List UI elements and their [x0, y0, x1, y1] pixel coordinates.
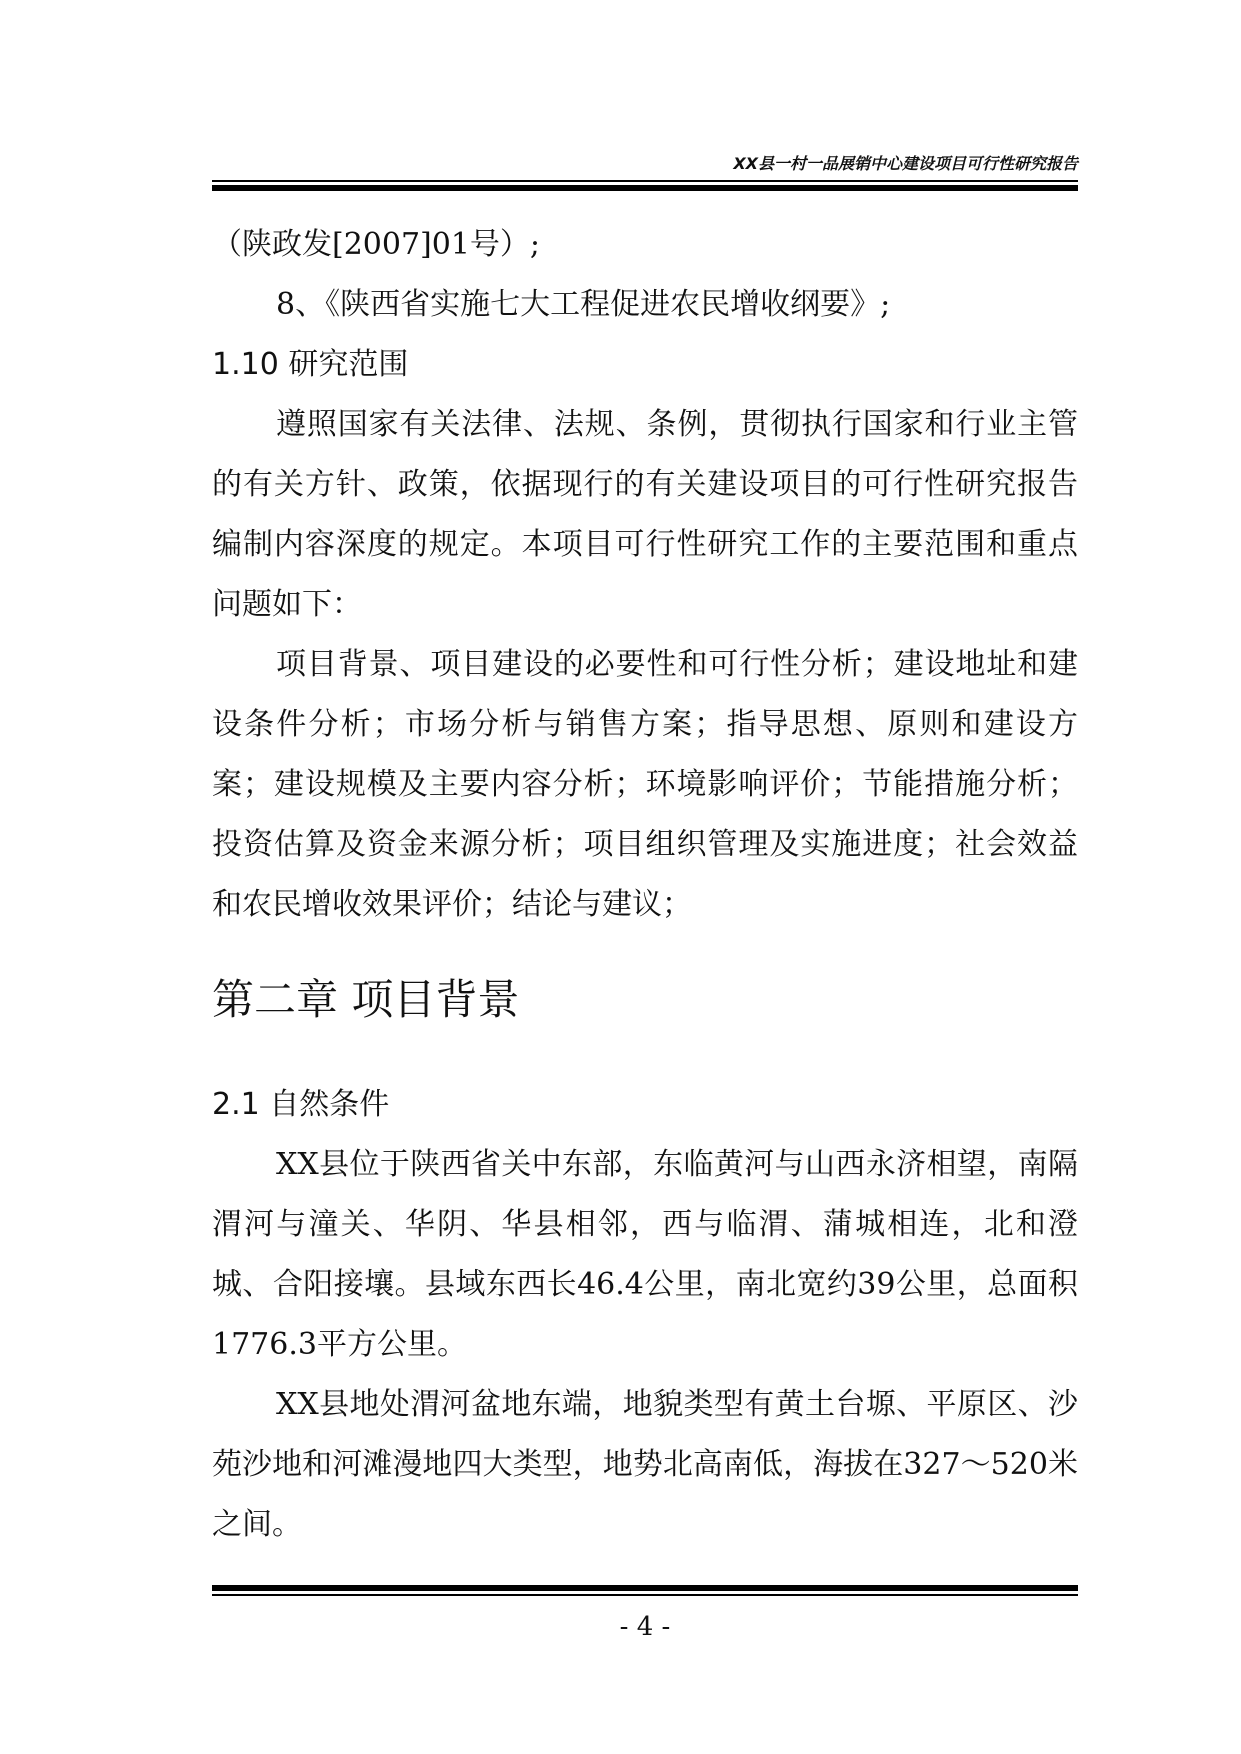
- chapter-title: 第二章 项目背景: [212, 975, 520, 1024]
- header-rule: [212, 180, 1078, 182]
- page-number: - 4 -: [619, 1612, 671, 1642]
- running-header: XX县一村一品展销中心建设项目可行性研究报告: [733, 154, 1078, 173]
- paragraph-list-item-8: 8、《陕西省实施七大工程促进农民增收纲要》;: [276, 287, 891, 322]
- header-rule-thick: [212, 185, 1078, 191]
- paragraph-location: XX县位于陕西省关中东部，东临黄河与山西永济相望，南隔渭河与潼关、华阴、华县相邻，西与临渭、蒲城相连，北和澄城、合阳接壤。县域东西长46.4公里，南北宽约39公里，总面积1776.3平方公里。: [212, 1147, 1078, 1362]
- paragraph-document-reference: （陕政发[2007]01号）;: [212, 227, 541, 262]
- paragraph-terrain: XX县地处渭河盆地东端，地貌类型有黄土台塬、平原区、沙苑沙地和河滩漫地四大类型，地势北高南低，海拔在327～520米之间。: [212, 1387, 1078, 1542]
- section-heading-1-10: 1.10 研究范围: [212, 347, 409, 382]
- paragraph-research-scope: 遵照国家有关法律、法规、条例，贯彻执行国家和行业主管的有关方针、政策，依据现行的有关建设项目的可行性研究报告编制内容深度的规定。本项目可行性研究工作的主要范围和重点问题如下：: [212, 407, 1078, 622]
- footer-rule: [212, 1594, 1078, 1596]
- section-heading-2-1: 2.1 自然条件: [212, 1087, 390, 1122]
- paragraph-research-topics: 项目背景、项目建设的必要性和可行性分析；建设地址和建设条件分析；市场分析与销售方案；指导思想、原则和建设方案；建设规模及主要内容分析；环境影响评价；节能措施分析；投资估算及资金来源分析；项目组织管理及实施进度；社会效益和农民增收效果评价；结论与建议；: [212, 647, 1078, 922]
- footer-rule-thick: [212, 1585, 1078, 1591]
- body-text: [212, 215, 1078, 1555]
